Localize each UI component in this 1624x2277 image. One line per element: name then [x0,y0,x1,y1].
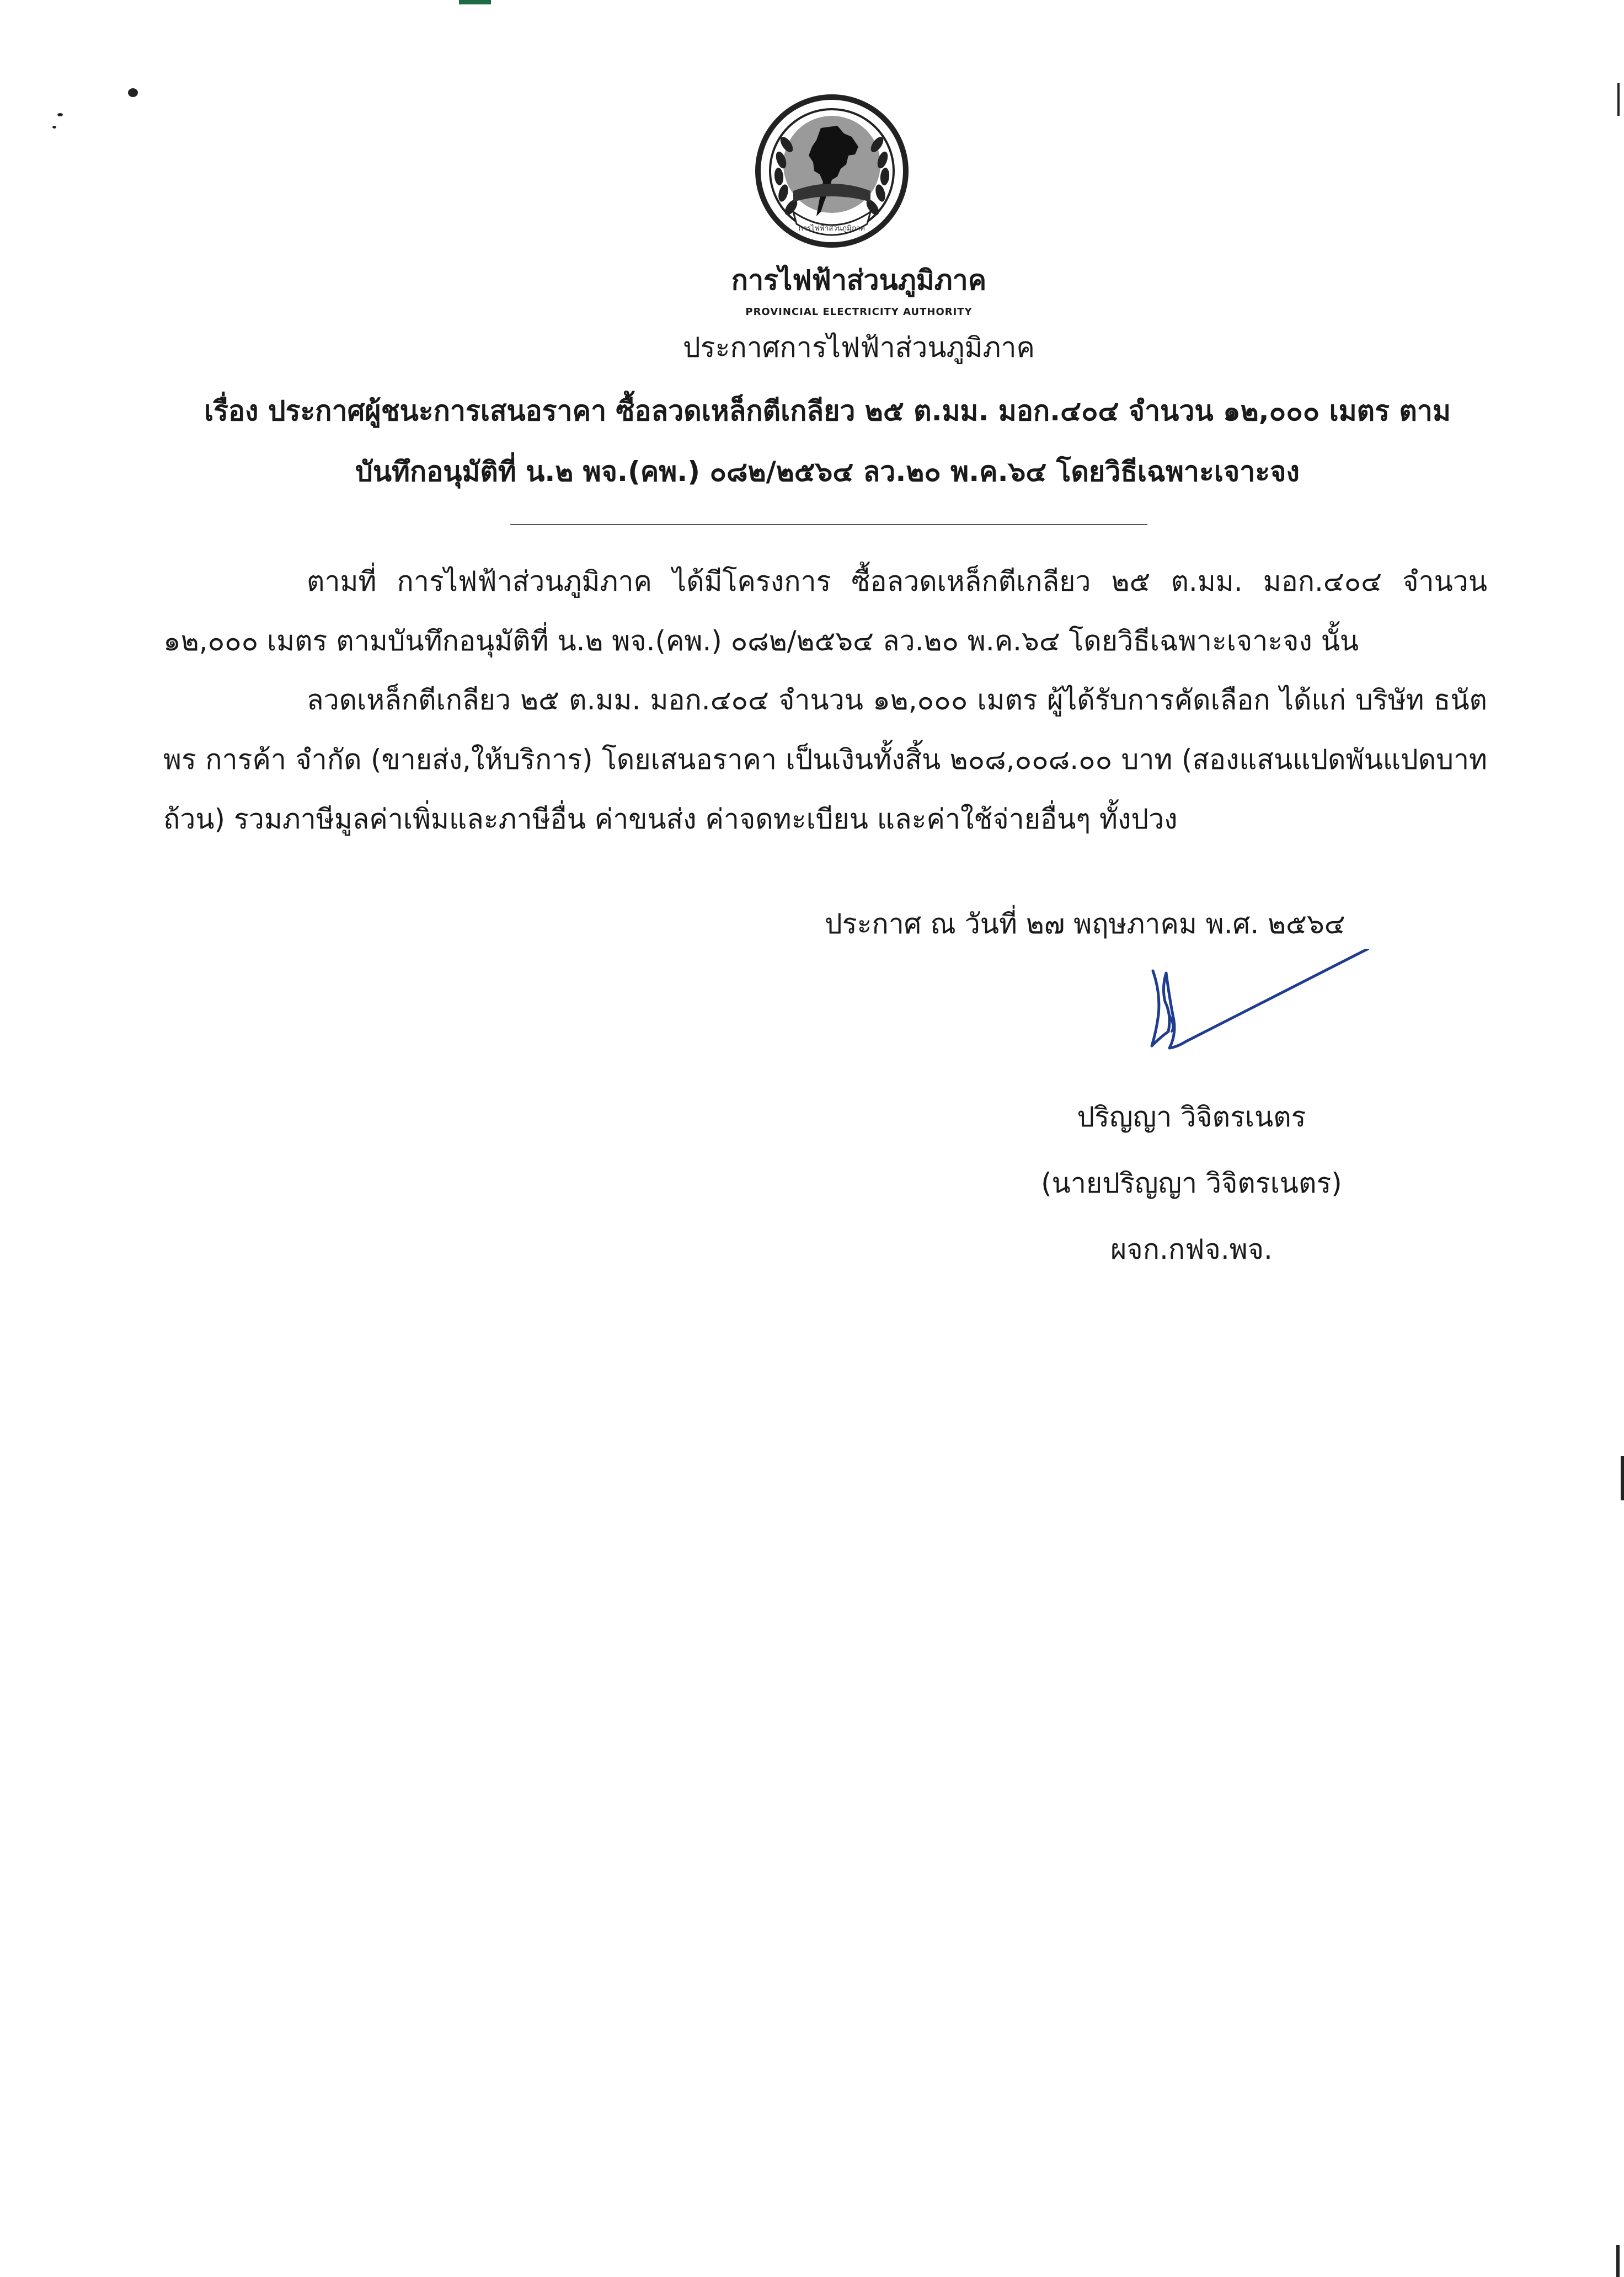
org-name-thai: การไฟฟ้าส่วนภูมิภาค [731,264,987,296]
scan-edge-mark [1621,1456,1624,1500]
body-paragraph-2 [163,670,1487,849]
announcement-title: ประกาศการไฟฟ้าส่วนภูมิภาค [683,332,1035,364]
scan-speck [57,113,63,116]
scan-edge-mark [1617,83,1620,116]
logo-ring-text: การไฟฟ้าส่วนภูมิภาค [798,225,866,233]
subject-heading [165,381,1489,502]
scan-edge-mark [459,0,491,4]
signer-position: ผจก.กฟจ.พจ. [1110,1233,1273,1265]
scan-edge-mark [1616,2245,1620,2277]
scan-speck [52,126,56,129]
pea-logo-icon [755,94,909,248]
divider [510,524,1147,525]
subject-line-1: เรื่อง ประกาศผู้ชนะการเสนอราคา ซื้อลวดเหล็กตีเกลียว ๒๕ ต.มม. มอก.๔๐๔ จำนวน ๑๒,๐๐๐ เมตร ตาม [204,395,1451,427]
subject-line-2: บันทึกอนุมัติที่ น.๒ พจ.(คพ.) ๐๘๒/๒๕๖๔ ลว.๒๐ พ.ค.๖๔ โดยวิธีเฉพาะเจาะจง [355,456,1300,488]
org-name-english: PROVINCIAL ELECTRICITY AUTHORITY [745,306,973,318]
paragraph-text: ตามที่ การไฟฟ้าส่วนภูมิภาค ได้มีโครงการ ซื้อลวดเหล็กตีเกลียว ๒๕ ต.มม. มอก.๔๐๔ จำนวน ๑๒,๐๐๐ เมตร ตามบันทึกอนุมัติที่ น.๒ พจ.(คพ.) ๐๘๒/๒๕๖๔ ลว.๒๐ พ.ค.๖๔ โดยวิธีเฉพาะเจาะจง นั้น [163,565,1487,657]
signature-image [1136,949,1390,1076]
signer-full-name: (นายปริญญา วิจิตรเนตร) [1041,1167,1342,1199]
body-paragraph-1 [163,552,1487,671]
signer-name: ปริญญา วิจิตรเนตร [1077,1101,1306,1133]
announcement-date: ประกาศ ณ วันที่ ๒๗ พฤษภาคม พ.ศ. ๒๕๖๔ [825,908,1345,940]
scan-speck [128,88,138,97]
paragraph-text: ลวดเหล็กตีเกลียว ๒๕ ต.มม. มอก.๔๐๔ จำนวน ๑๒,๐๐๐ เมตร ผู้ได้รับการคัดเลือก ได้แก่ บริษัท ธนัตพร การค้า จำกัด (ขายส่ง,ให้บริการ) โดยเสนอราคา เป็นเงินทั้งสิ้น ๒๐๘,๐๐๘.๐๐ บาท (สองแสนแปดพันแปดบาทถ้วน) รวมภาษีมูลค่าเพิ่มและภาษีอื่น ค่าขนส่ง ค่าจดทะเบียน และค่าใช้จ่ายอื่นๆ ทั้งปวง [163,684,1487,835]
